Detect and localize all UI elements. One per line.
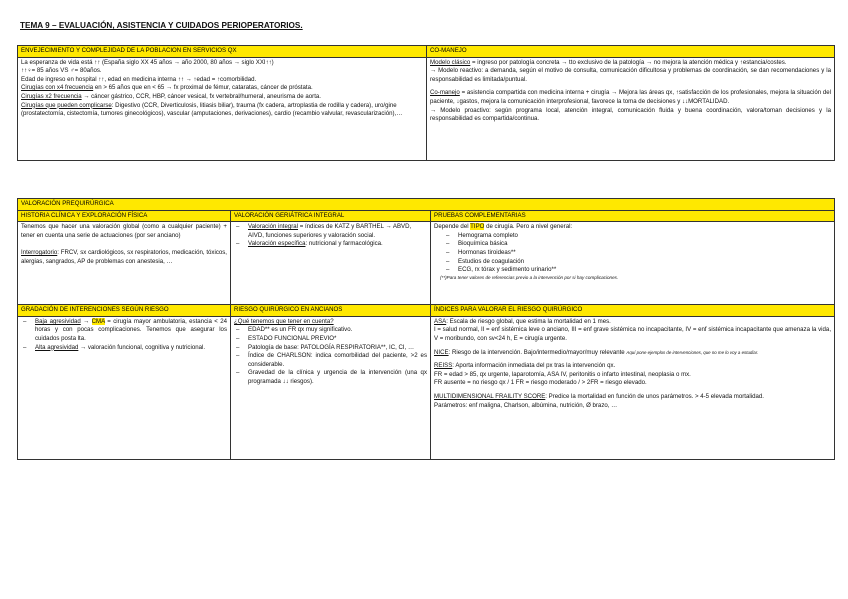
list-item: – Bioquímica básica	[444, 240, 831, 249]
list-item	[21, 344, 227, 353]
label-nice: NICE	[434, 348, 449, 356]
list-item: – Hormonas tiroideas**	[444, 249, 831, 258]
text-mfs	[434, 393, 831, 402]
label-interrogatorio: Interrogatorio	[21, 249, 58, 257]
list-item	[234, 223, 427, 240]
text-pruebas-intro	[434, 223, 831, 232]
list-item: – ESTADO FUNCIONAL PREVIO*	[234, 335, 427, 344]
label-asa: ASA	[434, 317, 447, 325]
arrow: →	[80, 317, 92, 325]
header-gradacion: GRADACIÓN DE INTERENCIONES SEGÚN RIESGO	[18, 305, 231, 317]
value-modelo-clasico: = ingreso por patología concreta → tto exclusivo de la patología → no mejora la atención médica y ↑estancia/costes.	[470, 58, 787, 66]
header-historia-clinica: HISTORIA CLÍNICA Y EXPLORACIÓN FÍSICA	[18, 210, 231, 222]
text-modelo-proactivo: → Modelo proactivo: según programa local, atención integral, comunicación fluida y buena coordinación, valora/toman decisiones y la responsabilidad es compartida/continua.	[430, 106, 831, 123]
value-nice: : Riesgo de la intervención. Bajo/intermedio/mayor/muy relevante	[448, 348, 627, 356]
list-item: – Patología de base: PATOLOGÍA RESPIRATORIA**, IC, CI, …	[234, 344, 427, 353]
value-alta-agresividad: → valoración funcional, cognitiva y nutricional.	[78, 343, 206, 351]
list-item: – Índice de CHARLSON: indica comorbilidad del paciente, >2 es considerable.	[234, 352, 427, 369]
list-item	[234, 240, 427, 249]
value-reiss: : Aporta información inmediata del px tras la intervención qx.	[452, 362, 616, 370]
text-pruebas-nota: (**)Para tener valores de referencias previo a la intervención por si hay complicaciones.	[440, 274, 619, 280]
header-envejecimiento: ENVEJECIMIENTO Y COMPLEJIDAD DE LA POBLACION EN SERVICIOS QX	[18, 46, 427, 58]
highlight-cma: CMA	[91, 317, 105, 325]
value-asa: : Escala de riesgo global, que estima la mortalidad en 1 mes.	[446, 317, 611, 325]
text-reiss-fr: FR = edad > 85, qx urgente, laparotomía, ASA IV, peritonitis o infarto intestinal, neoplasia o mx.	[434, 370, 691, 378]
label-cirugias-complicarse: Cirugías que pueden complicarse	[21, 101, 112, 109]
cell-pruebas-complementarias	[431, 222, 835, 305]
header-pruebas-complementarias: PRUEBAS COMPLEMENTARIAS	[431, 210, 835, 222]
pruebas-intro-a: Depende del	[434, 223, 471, 231]
value-mfs: : Predice la mortalidad en función de unos parámetros. > 4-5 elevada mortalidad.	[545, 392, 764, 400]
document-title: TEMA 9 – EVALUACIÓN, ASISTENCIA Y CUIDADOS PERIOPERATORIOS.	[20, 21, 303, 30]
text-modelo-reactivo: → Modelo reactivo: a demanda, según el motivo de consulta, comunicación dificultosa y problemas de coordinación, se dan recomendaciones y la responsabilidad es limitada/puntual.	[430, 67, 831, 83]
header-valoracion-geriatrica: VALORACIÓN GERIÁTRICA INTEGRAL	[231, 210, 431, 222]
header-comanejo: CO-MANEJO	[427, 46, 835, 58]
list-item: – Estudios de coagulación	[444, 258, 831, 267]
label-modelo-clasico: Modelo clásico	[430, 58, 471, 66]
cell-envejecimiento	[18, 57, 427, 160]
label-alta-agresividad: Alta agresividad	[35, 343, 79, 351]
cell-indices-riesgo	[431, 316, 835, 459]
list-item: – Hemograma completo	[444, 232, 831, 241]
label-baja-agresividad: Baja agresividad	[35, 317, 81, 325]
label-cirugias-x4: Cirugías con x4 frecuencia	[21, 84, 94, 92]
list-item	[21, 318, 227, 344]
text-nice	[434, 349, 831, 358]
value-cirugias-complicarse: : Digestivo (CCR, Diverticulosis, litiasis biliar), trauma (fx cadera, artroplastia de rodilla y cadera), uro/gine (prostatectomía, cistectomía, tumores ginecológicos), vascular (amputaciones, derivaciones), cardio (recambio valvular, revascularización),…	[21, 101, 403, 118]
text-edad-ingreso: Edad de ingreso en hospital ↑↑, edad en medicina interna ↑↑ → ↑edad = ↑comorbilidad.	[21, 75, 257, 83]
table-envejecimiento	[17, 45, 835, 161]
text-modelo-clasico	[430, 59, 831, 68]
text-cirugias-x2	[21, 93, 423, 102]
header-indices-riesgo: ÍNDICES PARA VALORAR EL RIESGO QUIRÚRGICO	[431, 305, 835, 317]
value-valoracion-especifica: : nutricional y farmacológica.	[305, 240, 383, 248]
text-mfs-parametros: Parámetros: enf maligna, Charlson, albúmina, nutrición, Ø brazo, …	[434, 401, 618, 409]
label-valoracion-integral: Valoración integral	[248, 223, 299, 231]
text-interrogatorio	[21, 249, 227, 266]
cell-valoracion-geriatrica	[231, 222, 431, 305]
value-cirugias-x4: en > 65 años que en < 65 → fx proximal de fémur, cataratas, cáncer de próstata.	[93, 84, 313, 92]
text-co-manejo	[430, 89, 831, 106]
text-riesgo-pregunta: ¿Qué tenemos que tener en cuenta?	[234, 317, 334, 325]
label-cirugias-x2: Cirugías x2 frecuencia	[21, 92, 82, 100]
nice-note: Aquí pone ejemplos de intervenciones, que no me lo voy a estudiar.	[626, 349, 759, 355]
text-asa	[434, 318, 831, 327]
highlight-tipo: TIPO	[470, 223, 485, 231]
header-valoracion-prequirurgica: VALORACIÓN PREQUIRÚRGICA	[18, 199, 835, 211]
label-co-manejo: Co-manejo	[430, 89, 460, 97]
list-item: – EDAD** es un FR qx muy significativo.	[234, 326, 427, 335]
text-esperanza-vida: La esperanza de vida está ↑↑ (España siglo XX 45 años → año 2000, 80 años → siglo XXI↑↑)	[21, 58, 274, 66]
list-item: – ECG, rx tórax y sedimento urinario**	[444, 266, 831, 275]
text-asa-niveles: I = salud normal, II = enf sistémica leve o anciano, III = enf grave sistémica no incapacitante, IV = enf sistémica incapacitante que amenaza la vida, V = moribundo, con sv<24 h, E = cirugía urgente.	[434, 326, 832, 342]
value-cirugias-x2: → cáncer gástrico, CCR, HBP, cáncer vesical, fx vertebral/humeral, aneurisma de aorta.	[81, 92, 321, 100]
cell-gradacion	[18, 316, 231, 459]
label-valoracion-especifica: Valoración específica	[248, 240, 306, 248]
table-valoracion-prequirurgica	[17, 198, 835, 460]
cell-historia-clinica	[18, 222, 231, 305]
label-mfs: MULTIDIMENSIONAL FRAILITY SCORE	[434, 392, 546, 400]
cell-comanejo	[427, 57, 835, 160]
header-riesgo-ancianos: RIESGO QUIRÚRGICO EN ANCIANOS	[231, 305, 431, 317]
value-co-manejo: = asistencia compartida con medicina interna + cirugía → Mejora las áreas qx, ↑satisfacción de los profesionales, mejora la situación del paciente, ↓gastos, mejora la comunicación interprofesional, favorece la toma de decisiones y ↓↓MORTALIDAD.	[430, 89, 831, 105]
text-reiss-score: FR ausente = no riesgo qx / 1 FR = riesgo moderado / > 2FR = riesgo elevado.	[434, 379, 647, 387]
pruebas-intro-b: de cirugía. Pero a nivel general:	[484, 223, 573, 231]
value-valoracion-integral: = índices de KATZ y BARTHEL → ABVD, AIVD, funciones superiores y valoración social.	[248, 223, 412, 239]
text-cirugias-x4	[21, 84, 423, 93]
text-reiss	[434, 362, 831, 371]
cell-riesgo-ancianos	[231, 316, 431, 459]
text-cirugias-complicarse	[21, 102, 423, 119]
value-interrogatorio: : FRCV, sx cardiológicos, sx respiratorios, medicación, tóxicos, alergias, sangrados, AP de problemas con anestesia, …	[21, 249, 227, 265]
list-item: – Gravedad de la clínica y urgencia de la intervención (una qx programada ↓↓ riesgos).	[234, 369, 427, 386]
text-sexo-edad: ↑↑♀= 85 años VS ♂= 80años.	[21, 67, 102, 75]
text-valoracion-global: Tenemos que hacer una valoración global (como a cualquier paciente) + tener en cuenta una serie de actuaciones (por ser anciano)	[21, 223, 227, 239]
label-reiss: REISS	[434, 362, 453, 370]
value-baja-agresividad: = cirugía mayor ambulatoria, estancia < 24 horas y con pocas complicaciones. Tenemos que asegurar los cuidados posta lta.	[35, 317, 227, 342]
